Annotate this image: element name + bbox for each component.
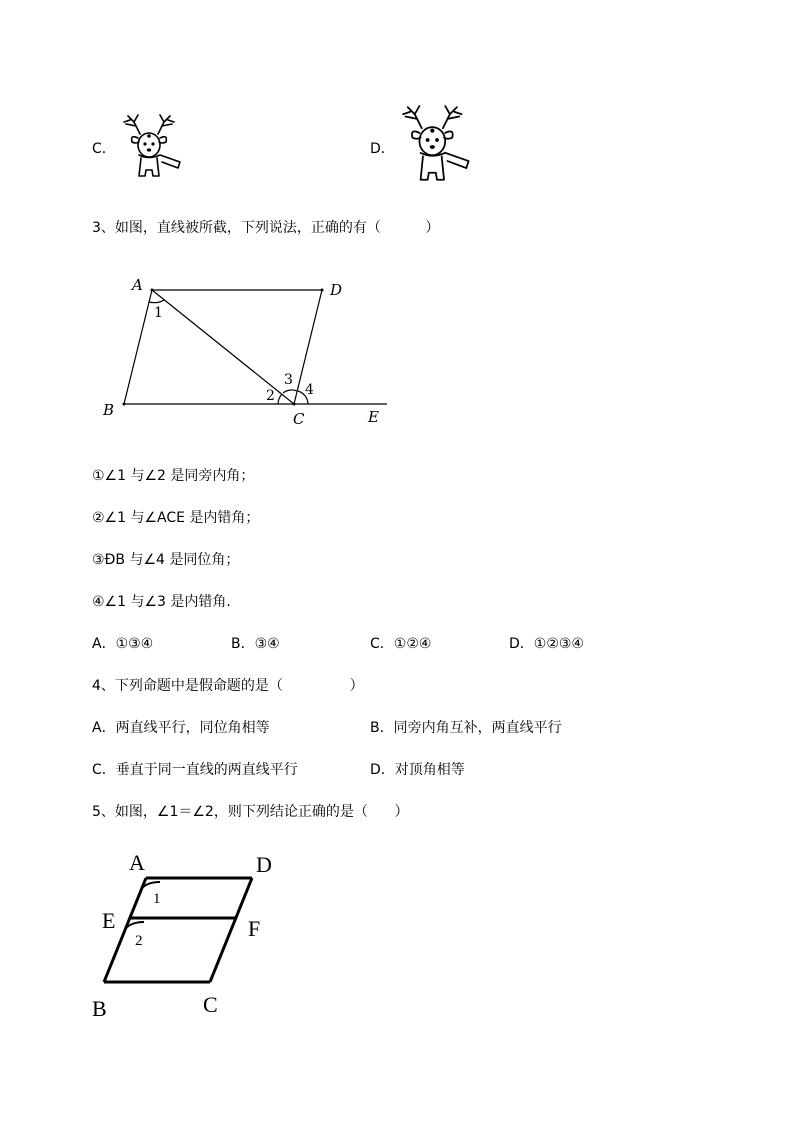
statement-3: ③ÐB 与∠4 是同位角； [92, 552, 240, 568]
q4-option-c: C．垂直于同一直线的两直线平行 [92, 762, 298, 778]
q3-option-c: C．①②④ [370, 636, 432, 652]
q3-option-a: A．①③④ [92, 636, 154, 652]
label-e: E [102, 908, 116, 933]
q4-option-d: D．对顶角相等 [370, 762, 465, 778]
deer-icon [118, 112, 188, 184]
label-b: B [92, 996, 107, 1021]
option-c-label: C． [92, 141, 116, 157]
q4-option-a: A．两直线平行，同位角相等 [92, 720, 270, 736]
question-3-stem: 3、如图，直线被所截，下列说法，正确的有（ ） [92, 220, 440, 236]
angle-1-label: 1 [153, 891, 161, 907]
label-d: D [330, 281, 343, 299]
option-d-label: D． [370, 141, 395, 157]
label-c: C [203, 992, 218, 1017]
angle-2-label: 2 [135, 933, 143, 949]
angle-1-label: 1 [154, 305, 163, 321]
statement-4: ④∠1 与∠3 是内错角． [92, 594, 241, 610]
question-5-figure [86, 846, 286, 1026]
label-d: D [256, 852, 272, 877]
question-5-stem: 5、如图，∠1＝∠2，则下列结论正确的是（ ） [92, 804, 409, 820]
label-f: F [248, 916, 261, 941]
label-b: B [103, 401, 115, 419]
angle-4-label: 4 [305, 382, 314, 398]
question-4-stem: 4、下列命题中是假命题的是（ ） [92, 678, 364, 694]
angle-3-label: 3 [284, 372, 293, 388]
label-e: E [368, 408, 379, 426]
q4-option-b: B．同旁内角互补，两直线平行 [370, 720, 562, 736]
deer-icon [396, 102, 478, 192]
question-3-figure [96, 272, 396, 432]
label-c: C [293, 410, 305, 428]
q3-option-b: B．③④ [231, 636, 280, 652]
label-a: A [129, 850, 145, 875]
statement-1: ①∠1 与∠2 是同旁内角； [92, 468, 255, 484]
label-a: A [132, 276, 143, 294]
statement-2: ②∠1 与∠ACE 是内错角； [92, 510, 260, 526]
q3-option-d: D．①②③④ [509, 636, 584, 652]
angle-2-label: 2 [266, 388, 275, 404]
